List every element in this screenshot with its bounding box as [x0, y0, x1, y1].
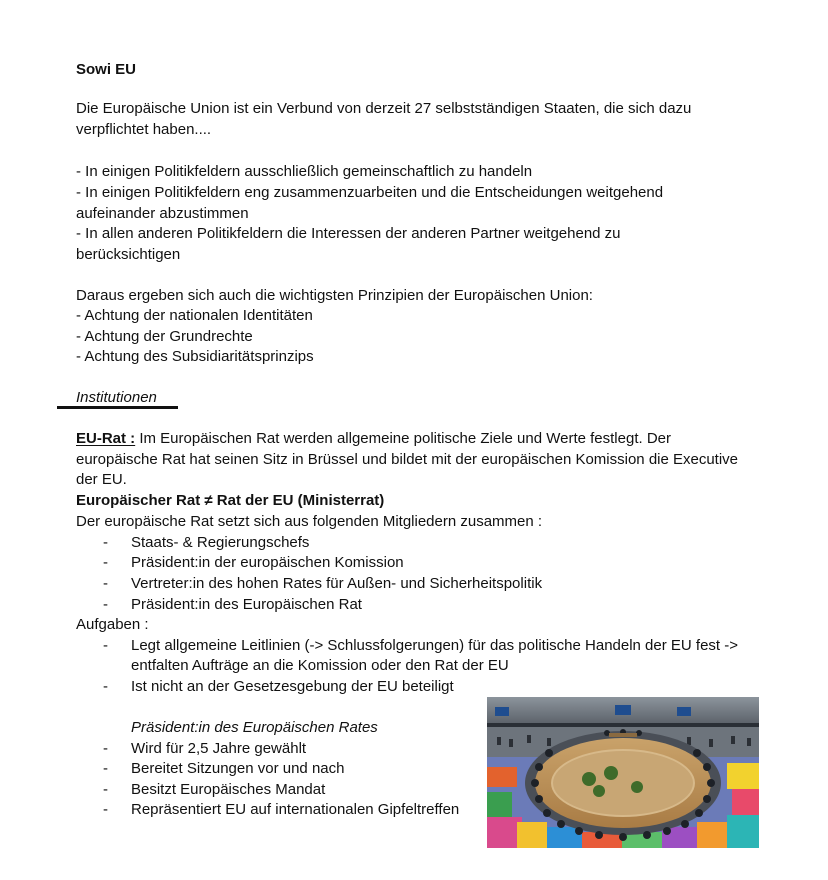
- document-title: Sowi EU: [76, 61, 137, 78]
- eu-rat-line: europäische Rat hat seinen Sitz in Brüssel und bildet mit der europäischen Komission die Executive: [76, 451, 739, 468]
- bullet-dash: -: [103, 678, 108, 695]
- obligation-item: - In allen anderen Politikfeldern die Interessen der anderen Partner weitgehend zu: [76, 225, 621, 242]
- eu-rat-line: der EU.: [76, 471, 127, 488]
- distinction-heading: Europäischer Rat ≠ Rat der EU (Ministerrat): [76, 492, 385, 509]
- intro-line: verpflichtet haben....: [76, 121, 212, 138]
- heading-underline: [57, 406, 178, 409]
- member-item: Staats- & Regierungschefs: [131, 534, 310, 551]
- member-item: Präsident:in des Europäischen Rat: [131, 596, 362, 613]
- eu-rat-text: Im Europäischen Rat werden allgemeine politische Ziele und Werte festlegt. Der: [135, 430, 671, 447]
- task-item-continued: entfalten Aufträge an die Komission oder den Rat der EU: [131, 657, 509, 674]
- bullet-dash: -: [103, 596, 108, 613]
- obligation-item-continued: aufeinander abzustimmen: [76, 205, 249, 222]
- bullet-dash: -: [103, 801, 108, 818]
- president-heading: Präsident:in des Europäischen Rates: [131, 719, 378, 736]
- principle-item: - Achtung der Grundrechte: [76, 328, 253, 345]
- president-item: Besitzt Europäisches Mandat: [131, 781, 326, 798]
- task-item: Ist nicht an der Gesetzesgebung der EU beteiligt: [131, 678, 454, 695]
- bullet-dash: -: [103, 534, 108, 551]
- president-item: Bereitet Sitzungen vor und nach: [131, 760, 345, 777]
- president-item: Wird für 2,5 Jahre gewählt: [131, 740, 307, 757]
- member-item: Präsident:in der europäischen Komission: [131, 554, 404, 571]
- member-item: Vertreter:in des hohen Rates für Außen- und Sicherheitspolitik: [131, 575, 543, 592]
- section-heading: Institutionen: [76, 389, 157, 406]
- council-meeting-photo: [487, 697, 759, 848]
- eu-rat-paragraph: [76, 429, 671, 450]
- obligation-item-continued: berücksichtigen: [76, 246, 181, 263]
- tasks-heading: Aufgaben :: [76, 616, 149, 633]
- obligation-item: - In einigen Politikfeldern eng zusammenzuarbeiten und die Entscheidungen weitgehend: [76, 184, 664, 201]
- task-item: Legt allgemeine Leitlinien (-> Schlussfolgerungen) für das politische Handeln der EU fest ->: [131, 637, 739, 654]
- bullet-dash: -: [103, 740, 108, 757]
- intro-line: Die Europäische Union ist ein Verbund von derzeit 27 selbstständigen Staaten, die sich dazu: [76, 100, 692, 117]
- principles-intro: Daraus ergeben sich auch die wichtigsten Prinzipien der Europäischen Union:: [76, 287, 593, 304]
- principle-item: - Achtung des Subsidiaritätsprinzips: [76, 348, 314, 365]
- bullet-dash: -: [103, 760, 108, 777]
- obligation-item: - In einigen Politikfeldern ausschließlich gemeinschaftlich zu handeln: [76, 163, 533, 180]
- bullet-dash: -: [103, 637, 108, 654]
- principle-item: - Achtung der nationalen Identitäten: [76, 307, 313, 324]
- bullet-dash: -: [103, 554, 108, 571]
- members-intro: Der europäische Rat setzt sich aus folgenden Mitgliedern zusammen :: [76, 513, 543, 530]
- president-item: Repräsentiert EU auf internationalen Gipfeltreffen: [131, 801, 460, 818]
- bullet-dash: -: [103, 781, 108, 798]
- bullet-dash: -: [103, 575, 108, 592]
- eu-rat-label: EU-Rat :: [76, 430, 136, 447]
- council-meeting-illustration: [487, 697, 759, 848]
